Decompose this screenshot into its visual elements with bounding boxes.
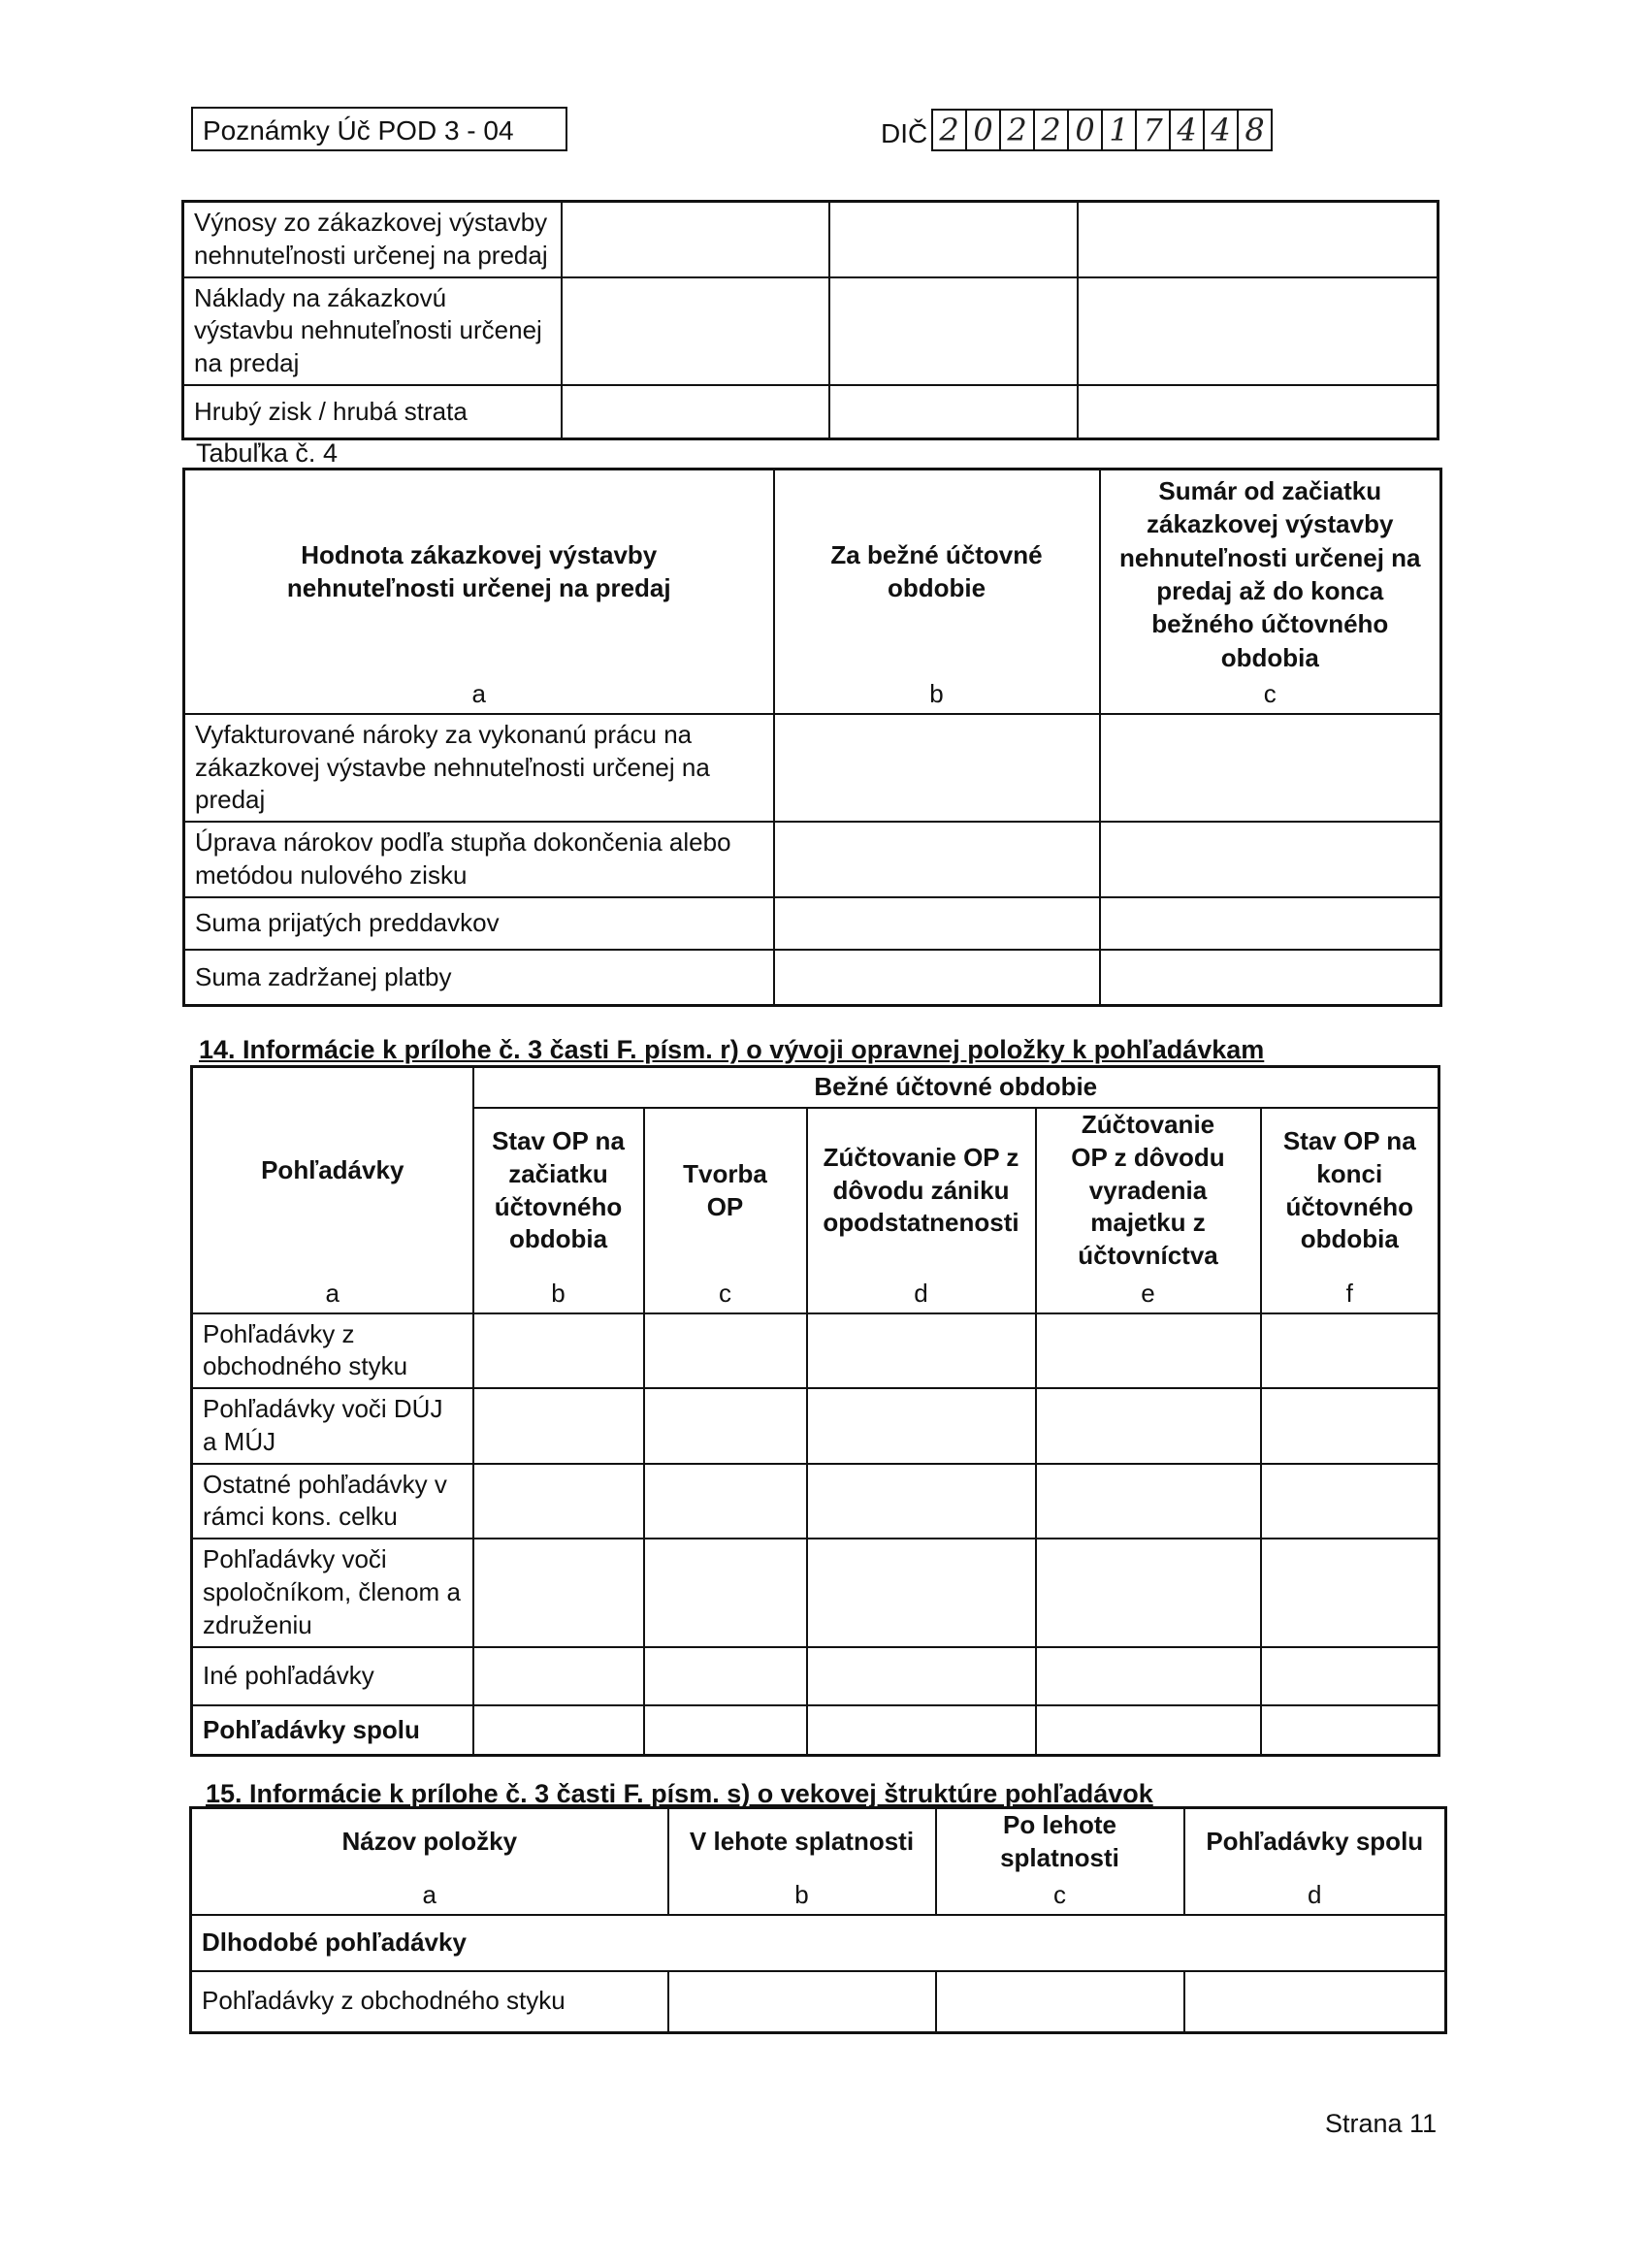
column-letter: b [551,1278,566,1308]
value-cell[interactable] [1078,202,1439,277]
value-cell[interactable] [1036,1313,1261,1389]
table-receivables-allowance [190,1065,1440,1757]
value-cell[interactable] [1036,1388,1261,1464]
value-cell[interactable] [1261,1647,1439,1705]
column-header [191,1808,668,1915]
form-label-box [191,107,567,151]
column-letter: a [471,679,486,709]
value-cell[interactable] [668,1971,936,2033]
row-label: Suma zadržanej platby [184,950,774,1006]
value-cell[interactable] [807,1705,1036,1756]
column-letter: b [929,679,944,709]
row-label: Náklady na zákazkovú výstavbu nehnuteľnosti určenej na predaj [183,277,562,385]
column-header [1261,1108,1439,1313]
column-letter: a [422,1879,436,1909]
header-text: Hodnota zákazkovej výstavby nehnuteľnosti určenej na predaj [286,540,671,602]
value-cell[interactable] [829,202,1078,277]
value-cell[interactable] [807,1388,1036,1464]
value-cell[interactable] [1261,1539,1439,1646]
form-label: Poznámky Úč POD 3 - 04 [203,115,514,146]
value-cell[interactable] [562,277,829,385]
value-cell[interactable] [1036,1539,1261,1646]
value-cell[interactable] [1261,1705,1439,1756]
value-cell[interactable] [1036,1464,1261,1539]
dic-digit: 2 [931,111,965,149]
value-cell[interactable] [1100,822,1441,897]
value-cell[interactable] [1078,385,1439,439]
value-cell[interactable] [807,1313,1036,1389]
header-text: Stav OP na konci účtovného obdobia [1282,1125,1416,1254]
value-cell[interactable] [1078,277,1439,385]
value-cell[interactable] [1100,714,1441,822]
page-number: Strana 11 [1325,2109,1438,2138]
table-header-row [192,1067,1439,1108]
table-row [191,1971,1446,2033]
value-cell[interactable] [644,1647,807,1705]
table-row [192,1705,1439,1756]
header-text: Zúčtovanie OP z dôvodu vyradenia majetku z účtovníctva [1071,1110,1225,1271]
value-cell[interactable] [1036,1647,1261,1705]
column-header [936,1808,1184,1915]
table-header-row [191,1808,1446,1915]
value-cell[interactable] [1261,1388,1439,1464]
header-text: Zúčtovanie OP z dôvodu zániku opodstatnenosti [823,1142,1019,1238]
table-header-row [184,470,1441,714]
dic-digit: 0 [965,111,999,149]
column-header [184,470,774,714]
section15-title: 15. Informácie k prílohe č. 3 časti F. písm. s) o vekovej štruktúre pohľadávok [206,1779,1153,1808]
row-label: Pohľadávky voči spoločníkom, členom a združeniu [192,1539,473,1646]
dic-label: DIČ [881,118,928,148]
table-row [183,277,1439,385]
column-letter: c [1053,1879,1066,1909]
value-cell[interactable] [473,1705,644,1756]
value-cell[interactable] [644,1539,807,1646]
value-cell[interactable] [473,1388,644,1464]
value-cell[interactable] [1261,1464,1439,1539]
value-cell[interactable] [774,822,1100,897]
table-row [183,202,1439,277]
value-cell[interactable] [644,1313,807,1389]
table-row [192,1464,1439,1539]
row-label: Pohľadávky z obchodného styku [192,1313,473,1389]
header-text: Sumár od začiatku zákazkovej výstavby nehnuteľnosti určenej na predaj až do konca bežného účtovného obdobia [1118,476,1421,672]
dic-digit: 7 [1135,111,1169,149]
row-label: Pohľadávky z obchodného styku [191,1971,668,2033]
header-text: Názov položky [341,1826,518,1856]
row-label: Suma prijatých preddavkov [184,897,774,950]
header-text: Stav OP na začiatku účtovného obdobia [492,1125,625,1254]
value-cell[interactable] [1100,950,1441,1006]
dic-digit: 8 [1237,111,1271,149]
value-cell[interactable] [562,385,829,439]
table-row [184,822,1441,897]
value-cell[interactable] [644,1388,807,1464]
table-row [192,1388,1439,1464]
table-row [183,385,1439,439]
table-group-row [191,1915,1446,1971]
column-letter: c [1263,679,1277,709]
dic-digit: 1 [1101,111,1135,149]
dic-digit: 2 [999,111,1033,149]
value-cell[interactable] [829,277,1078,385]
dic-digit: 4 [1169,111,1203,149]
value-cell[interactable] [774,950,1100,1006]
column-letter: d [914,1278,928,1308]
column-letter: a [325,1278,340,1308]
value-cell[interactable] [644,1464,807,1539]
row-label: Iné pohľadávky [192,1647,473,1705]
value-cell[interactable] [829,385,1078,439]
header-text: V lehote splatnosti [689,1826,915,1856]
value-cell[interactable] [473,1313,644,1389]
row-label: Úprava nárokov podľa stupňa dokončenia alebo metódou nulového zisku [184,822,774,897]
dic-digit: 4 [1203,111,1237,149]
row-label-total: Pohľadávky spolu [192,1705,473,1756]
value-cell[interactable] [473,1647,644,1705]
table-row [184,714,1441,822]
section14-title: 14. Informácie k prílohe č. 3 časti F. písm. r) o vývoji opravnej položky k pohľadávkam [199,1035,1265,1064]
dic-digit: 0 [1067,111,1101,149]
column-header [1100,470,1441,714]
dic-box [931,109,1273,151]
column-header [668,1808,936,1915]
row-label: Pohľadávky voči DÚJ a MÚJ [192,1388,473,1464]
column-header [192,1067,473,1313]
header-text: Tvorba OP [683,1158,767,1221]
value-cell[interactable] [774,897,1100,950]
column-letter: b [794,1879,809,1909]
value-cell[interactable] [562,202,829,277]
table-receivables-aging [189,1806,1447,2034]
header-text: Pohľadávky [261,1154,404,1184]
row-label: Vyfakturované nároky za vykonanú prácu na zákazkovej výstavbe nehnuteľnosti určenej na predaj [184,714,774,822]
column-header [807,1108,1036,1313]
column-header [644,1108,807,1313]
value-cell[interactable] [774,714,1100,822]
value-cell[interactable] [1261,1313,1439,1389]
table-row [184,897,1441,950]
dic-digit: 2 [1033,111,1067,149]
value-cell[interactable] [807,1539,1036,1646]
row-label: Ostatné pohľadávky v rámci kons. celku [192,1464,473,1539]
table-row [192,1539,1439,1646]
value-cell[interactable] [936,1971,1184,2033]
value-cell[interactable] [644,1705,807,1756]
value-cell[interactable] [473,1539,644,1646]
row-label: Výnosy zo zákazkovej výstavby nehnuteľnosti určenej na predaj [183,202,562,277]
table-row [184,950,1441,1006]
table-row [192,1647,1439,1705]
column-letter: c [719,1278,731,1308]
header-text: Pohľadávky spolu [1206,1826,1424,1856]
column-header [473,1108,644,1313]
column-header [774,470,1100,714]
column-letter: e [1141,1278,1155,1308]
value-cell[interactable] [1184,1971,1446,2033]
value-cell[interactable] [1100,897,1441,950]
column-header [1036,1108,1261,1313]
table4 [182,468,1442,1007]
group-label: Dlhodobé pohľadávky [191,1915,1446,1971]
group-header: Bežné účtovné obdobie [473,1067,1439,1108]
value-cell[interactable] [807,1647,1036,1705]
table-construction-results [181,200,1439,440]
table-row [192,1313,1439,1389]
value-cell[interactable] [1036,1705,1261,1756]
table4-caption: Tabuľka č. 4 [196,438,338,468]
value-cell[interactable] [473,1464,644,1539]
column-header [1184,1808,1446,1915]
header-text: Po lehote splatnosti [1000,1810,1119,1872]
column-letter: f [1345,1278,1353,1308]
column-letter: d [1308,1879,1322,1909]
row-label: Hrubý zisk / hrubá strata [183,385,562,439]
header-text: Za bežné účtovné obdobie [830,540,1043,602]
value-cell[interactable] [807,1464,1036,1539]
